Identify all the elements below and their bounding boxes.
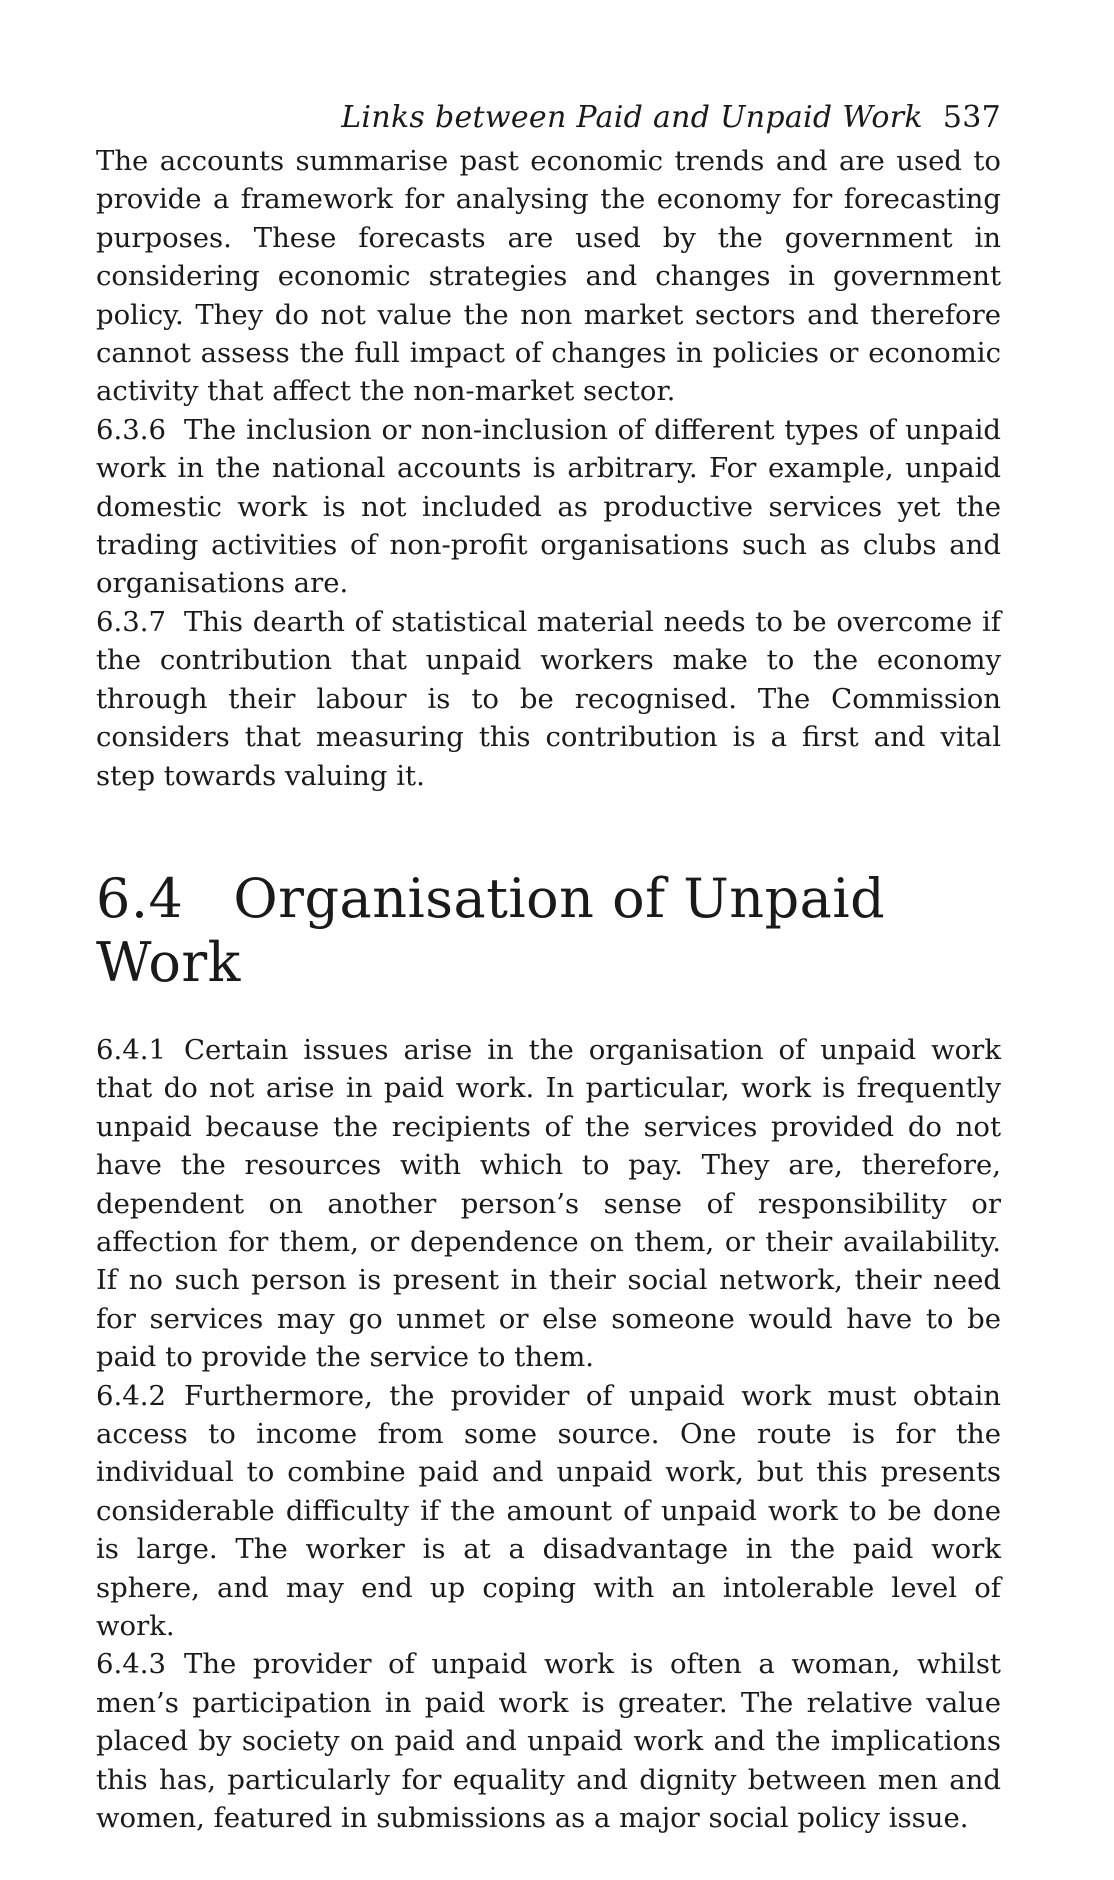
paragraph-6-4-3 <box>96 1645 1001 1837</box>
section-title: Organisation of Unpaid Work <box>96 866 886 994</box>
paragraph-6-3-7 <box>96 603 1001 795</box>
paragraph-text: This dearth of statistical material needs to be overcome if the contribution that unpaid workers make to the economy through their labour is to be recognised. The Commission considers that measuring this contribution is a first and vital step towards valuing it. <box>96 605 1001 792</box>
document-page <box>96 96 1001 1837</box>
paragraph-text: Furthermore, the provider of unpaid work must obtain access to income from some source. One route is for the individual to combine paid and unpaid work, but this presents considerable difficulty if the amount of unpaid work to be done is large. The worker is at a disadvantage in the paid work sphere, and may end up coping with an intolerable level of work. <box>96 1379 1001 1642</box>
paragraph-number: 6.4.3 <box>96 1648 166 1681</box>
paragraph-6-3-6 <box>96 411 1001 603</box>
paragraph-text: Certain issues arise in the organisation of unpaid work that do not arise in paid work. In particular, work is frequently unpaid because the recipients of the services provided do not have the resources with which to pay. They are, therefore, dependent on another person’s sense of responsibility or affection for them, or dependence on them, or their availability. If no such person is present in their social network, their need for services may go unmet or else someone would have to be paid to provide the service to them. <box>96 1033 1001 1374</box>
paragraph-number: 6.3.7 <box>96 605 166 638</box>
paragraph-number: 6.4.1 <box>96 1033 166 1066</box>
page-number: 537 <box>942 100 1001 135</box>
running-head <box>96 96 1001 140</box>
section-number: 6.4 <box>96 866 184 930</box>
paragraph-number: 6.3.6 <box>96 413 166 446</box>
paragraph-6-4-2 <box>96 1377 1001 1646</box>
paragraph-text: The inclusion or non-inclusion of different types of unpaid work in the national accounts is arbitrary. For example, unpaid domestic work is not included as productive services yet the trading activities of non-profit organisations such as clubs and organisations are. <box>96 413 1001 600</box>
paragraph-text: The provider of unpaid work is often a woman, whilst men’s participation in paid work is greater. The relative value placed by society on paid and unpaid work and the implications this has, particularly for equality and dignity between men and women, featured in submissions as a major social policy issue. <box>96 1648 1001 1835</box>
section-heading <box>96 867 1001 995</box>
paragraph-6-4-1 <box>96 1031 1001 1377</box>
continued-paragraph: The accounts summarise past economic trends and are used to provide a framework for analysing the economy for forecasting purposes. These forecasts are used by the government in considering economic strategies and changes in government policy. They do not value the non market sectors and therefore cannot assess the full impact of changes in policies or economic activity that affect the non-market sector. <box>96 145 1001 408</box>
running-head-title: Links between Paid and Unpaid Work <box>341 100 923 135</box>
paragraph-number: 6.4.2 <box>96 1379 166 1412</box>
